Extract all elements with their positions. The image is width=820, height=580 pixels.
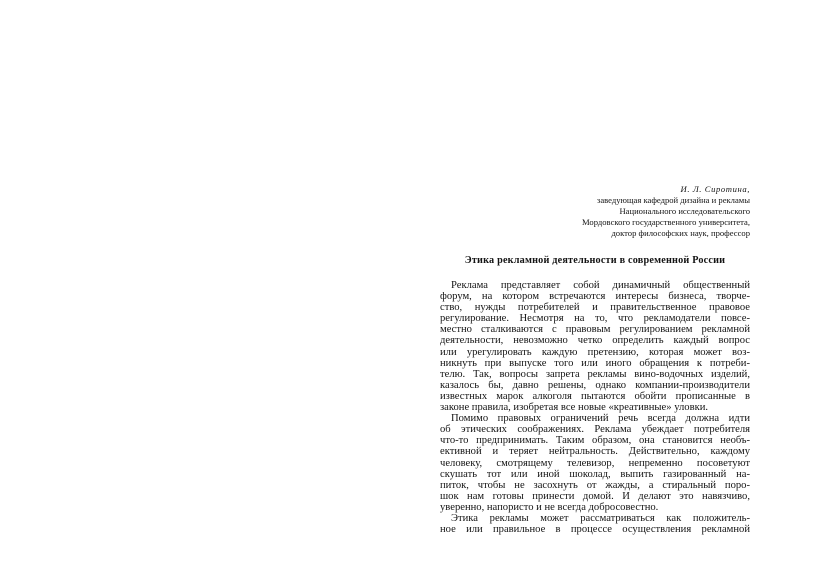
body-text-line: уверенно, напористо и не всегда добросовестно. [440, 501, 659, 513]
body-text-line: Реклама представляет собой динамичный общественный [451, 280, 750, 291]
body-text-line: ективной и теряет нейтральность. Действительно, каждому [440, 446, 750, 458]
body-text-line: шок нам готовы принести домой. И делают это навязчиво, [440, 490, 750, 502]
body-text-line: ное или правильное в процессе осуществления рекламной [440, 524, 750, 536]
author-affiliation-line: Национального исследовательского [619, 206, 750, 216]
body-text-line: известных марок алкоголя пытаются обойти прописанные в [440, 390, 750, 402]
article-body [440, 280, 750, 535]
body-text-line: питок, чтобы не засохнуть от жажды, а стиральный порo- [440, 479, 750, 491]
article-title: Этика рекламной деятельности в современной России [464, 255, 726, 266]
author-block [440, 184, 750, 239]
body-text-line: телю. Так, вопросы запрета рекламы вино-водочных изделий, [440, 368, 750, 380]
body-text-line: Этика рекламы может рассматриваться как положитель- [451, 512, 750, 524]
body-text-line: или урегулировать каждую претензию, которая может воз- [440, 346, 750, 358]
body-text-line: скушать тот или иной шоколад, выпить газированный на- [440, 468, 750, 480]
body-text-line: никнуть при выпуске того или иного обращения к потреби- [440, 357, 750, 369]
body-text-line: Помимо правовых ограничений речь всегда должна идти [451, 413, 750, 425]
document-page [440, 184, 750, 535]
body-text-line: человеку, смотрящему телевизор, непременно посоветуют [440, 457, 750, 469]
author-name: И. Л. Сиротина, [680, 184, 750, 194]
body-text-line: деятельности, невозможно четко определить каждый вопрос [440, 335, 750, 347]
author-affiliation-line: Мордовского государственного университета, [581, 217, 750, 227]
body-text-line: ство, нужды потребителей и правительственное правовое [440, 302, 750, 314]
body-text-line: регулирование. Несмотря на то, что рекламодатели повсе- [440, 313, 750, 325]
body-text-line: казалось бы, давно решены, однако компании-производители [440, 379, 750, 391]
body-text-line: законе правила, изобретая все новые «креативные» уловки. [440, 402, 709, 414]
body-text-line: об этических соображениях. Реклама убеждает потребителя [440, 424, 750, 436]
body-text-line: форум, на котором встречаются интересы бизнеса, творче- [440, 291, 750, 303]
author-affiliation-line: заведующая кафедрой дизайна и рекламы [596, 195, 750, 205]
body-text-line: местно сталкиваются с правовым регулированием рекламной [440, 324, 750, 336]
body-text-line: что-то предпринимать. Таким образом, она становится необъ- [440, 435, 750, 447]
author-affiliation-line: доктор философских наук, профессор [611, 228, 750, 238]
